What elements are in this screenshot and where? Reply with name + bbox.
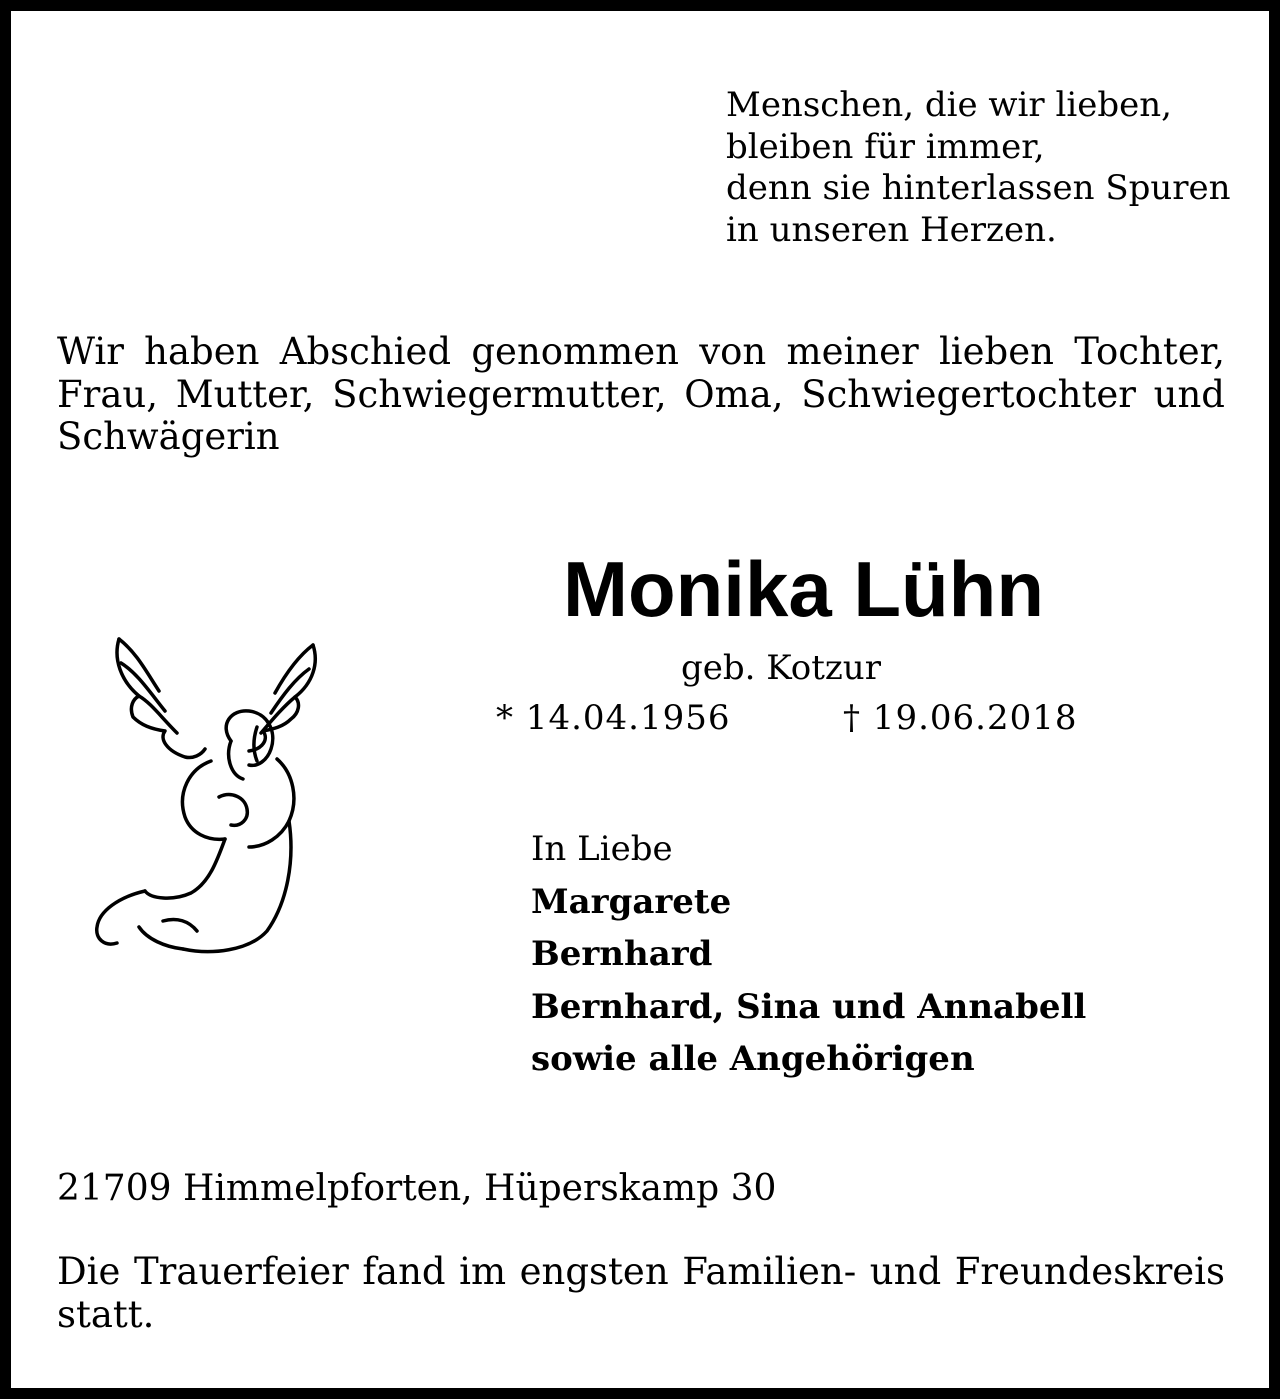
- funeral-note: Die Trauerfeier fand im engsten Familien- und Freundeskreis statt.: [57, 1250, 1225, 1336]
- family-member: Bernhard: [531, 934, 713, 974]
- birth-name: geb. Kotzur: [681, 648, 881, 688]
- family-address: 21709 Himmelpforten, Hüperskamp 30: [57, 1168, 777, 1209]
- deceased-name: Monika Lühn: [563, 545, 1044, 633]
- birth-date: * 14.04.1956: [496, 698, 731, 738]
- poem-line: denn sie hinterlassen Spuren: [726, 168, 1231, 208]
- memorial-poem: [726, 85, 1231, 251]
- family-member: Bernhard, Sina und Annabell: [531, 986, 1087, 1027]
- farewell-intro: Wir haben Abschied genommen von meiner lieben Tochter, Frau, Mutter, Schwiegermutter, Oma, Schwiegertochter und Schwägerin: [57, 330, 1225, 458]
- poem-line: Menschen, die wir lieben,: [726, 85, 1172, 125]
- poem-line: bleiben für immer,: [726, 126, 1045, 167]
- angel-icon: [81, 621, 321, 971]
- family-member: sowie alle Angehörigen: [531, 1039, 975, 1079]
- family-heading: In Liebe: [531, 829, 673, 869]
- poem-line: in unseren Herzen.: [726, 209, 1057, 250]
- family-signatures: [531, 823, 1086, 1086]
- death-date: † 19.06.2018: [843, 698, 1078, 738]
- family-member: Margarete: [531, 881, 732, 922]
